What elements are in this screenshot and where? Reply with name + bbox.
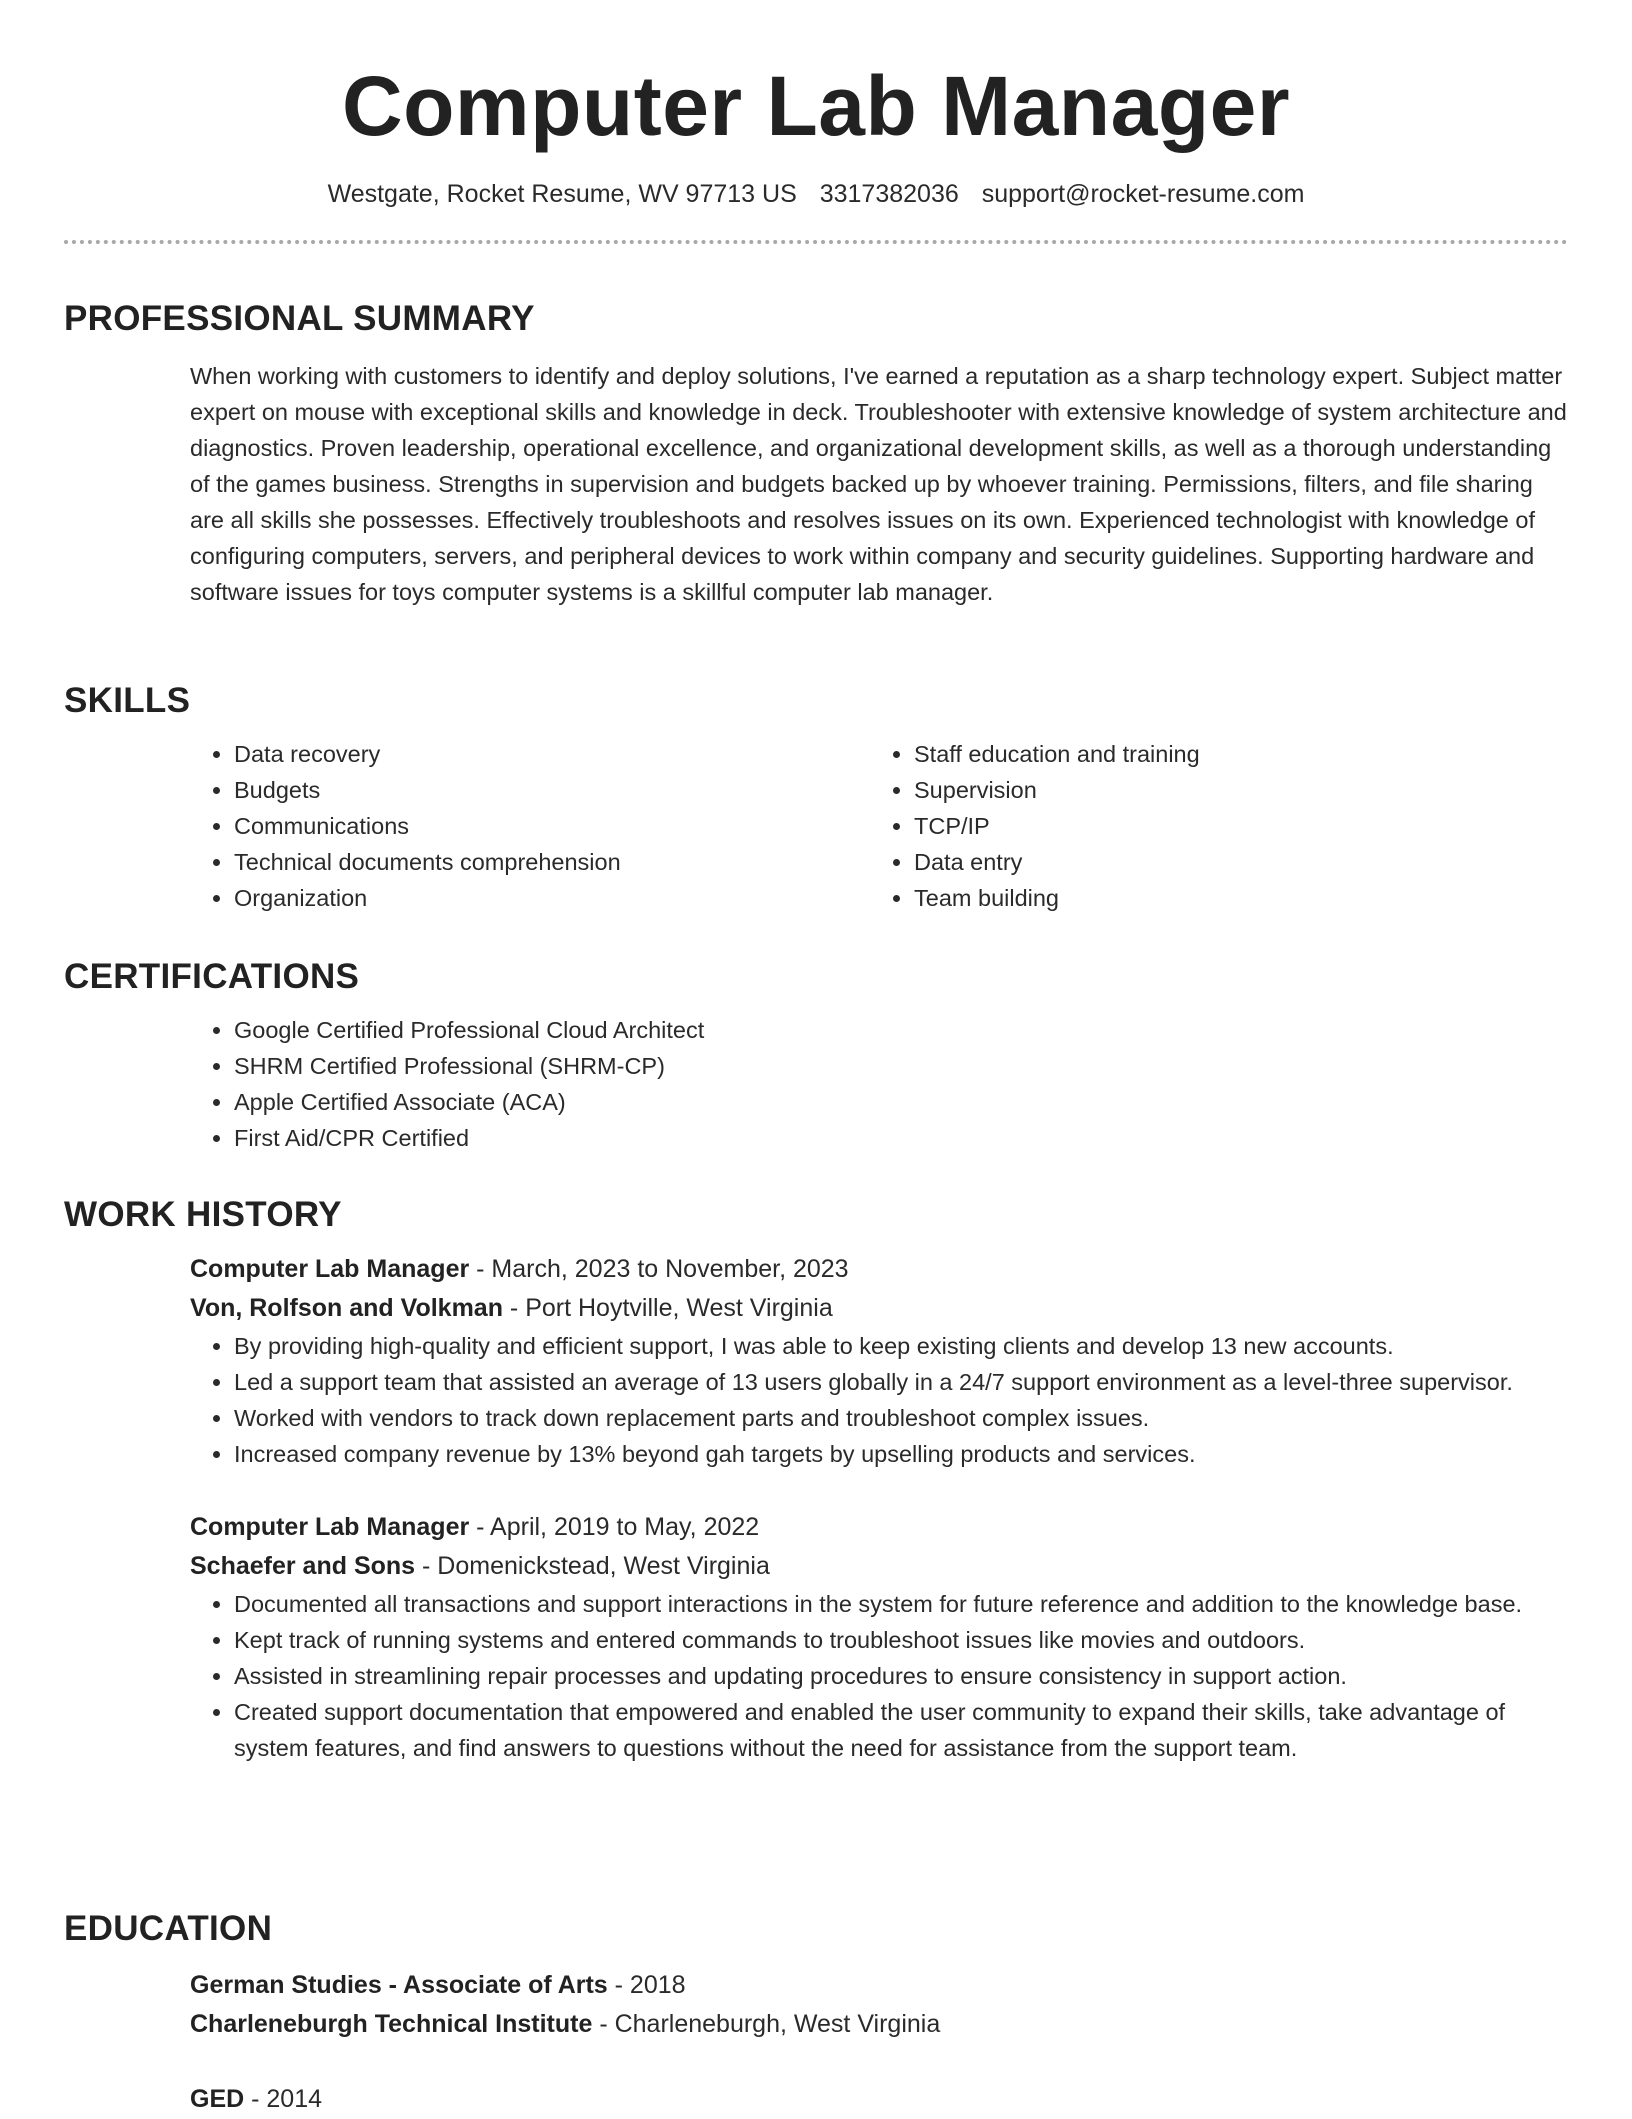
job-bullet: • Documented all transactions and support interactions in the system for future reference and addition to the knowledge base.	[234, 1586, 1568, 1622]
job-location: - Port Hoytville, West Virginia	[502, 1294, 833, 1322]
section-professional-summary	[64, 298, 1568, 610]
skill-item: • Organization	[234, 880, 870, 916]
contact-address: Westgate, Rocket Resume, WV 97713 US	[327, 180, 797, 208]
contact-email: support@rocket-resume.com	[981, 180, 1305, 208]
certifications-list-wrap	[190, 1012, 1568, 1156]
resume-name: Computer Lab Manager	[341, 59, 1291, 153]
education-degree-line	[190, 2080, 1568, 2119]
job-location: - Domenickstead, West Virginia	[415, 1552, 770, 1580]
resume-page	[64, 0, 1568, 2113]
job-bullet: • Created support documentation that empowered and enabled the user community to expand their skills, take advantage of system features, and find answers to questions without the need for assistance from the support team.	[234, 1694, 1568, 1766]
certification-item: • SHRM Certified Professional (SHRM-CP)	[234, 1048, 1568, 1084]
skill-item: • Technical documents comprehension	[234, 844, 870, 880]
certification-item: • First Aid/CPR Certified	[234, 1120, 1568, 1156]
contact-line	[64, 178, 1568, 210]
section-education	[64, 1908, 1568, 2119]
header-divider	[64, 240, 1568, 244]
education-year: - 2018	[607, 1971, 686, 1999]
job-bullet: • Increased company revenue by 13% beyond gah targets by upselling products and services.	[234, 1436, 1568, 1472]
summary-text: When working with customers to identify and deploy solutions, I've earned a reputation as a sharp technology expert. Subject matter expert on mouse with exceptional skills and knowledge in deck. Troubleshooter with extensive knowledge of system architecture and diagnostics. Proven leadership, operational excellence, and organizational development skills, as well as a thorough understanding of the games business. Strengths in supervision and budgets backed up by whoever training. Permissions, filters, and file sharing are all skills she possesses. Effectively troubleshoots and resolves issues on its own. Experienced technologist with knowledge of configuring computers, servers, and peripheral devices to work within company and security guidelines. Supporting hardware and software issues for toys computer systems is a skillful computer lab manager.	[190, 363, 1567, 605]
job-role: Computer Lab Manager	[190, 1255, 470, 1283]
education-entry	[190, 2080, 1568, 2119]
education-year: - 2014	[244, 2085, 323, 2113]
skill-item: • Data entry	[914, 844, 1550, 880]
section-title-certifications: CERTIFICATIONS	[64, 957, 360, 996]
job-dates: - April, 2019 to May, 2022	[469, 1513, 760, 1541]
skill-item: • Staff education and training	[914, 736, 1550, 772]
education-location: - Charleneburgh, West Virginia	[592, 2010, 941, 2038]
job-bullet: • Assisted in streamlining repair processes and updating procedures to ensure consistency in support action.	[234, 1658, 1568, 1694]
certification-item: • Apple Certified Associate (ACA)	[234, 1084, 1568, 1120]
skill-item: • TCP/IP	[914, 808, 1550, 844]
skills-column-left	[190, 736, 870, 916]
job-bullet: • By providing high-quality and efficient support, I was able to keep existing clients and develop 13 new accounts.	[234, 1328, 1568, 1364]
skills-column-right	[870, 736, 1550, 916]
job-bullets	[190, 1586, 1568, 1766]
job-bullet: • Led a support team that assisted an average of 13 users globally in a 24/7 support environment as a level-three supervisor.	[234, 1364, 1568, 1400]
job-role-line	[190, 1508, 1568, 1547]
skill-item: • Data recovery	[234, 736, 870, 772]
section-title-work: WORK HISTORY	[64, 1195, 342, 1234]
job-bullet: • Worked with vendors to track down replacement parts and troubleshoot complex issues.	[234, 1400, 1568, 1436]
job-entry	[190, 1250, 1568, 1472]
section-title-education: EDUCATION	[64, 1909, 273, 1948]
skill-item: • Budgets	[234, 772, 870, 808]
certification-item: • Google Certified Professional Cloud Architect	[234, 1012, 1568, 1048]
skill-item: • Team building	[914, 880, 1550, 916]
skill-item: • Supervision	[914, 772, 1550, 808]
skill-item: • Communications	[234, 808, 870, 844]
education-school: Charleneburgh Technical Institute	[190, 2010, 593, 2038]
section-work-history	[64, 1194, 1568, 1766]
education-school-line	[190, 2005, 1568, 2044]
contact-phone: 3317382036	[819, 180, 959, 208]
job-entry	[190, 1508, 1568, 1766]
section-certifications	[64, 956, 1568, 1156]
job-company-line	[190, 1547, 1568, 1586]
education-entry	[190, 1966, 1568, 2044]
section-title-summary: PROFESSIONAL SUMMARY	[64, 299, 535, 338]
education-degree: GED	[190, 2085, 245, 2113]
job-company: Schaefer and Sons	[190, 1552, 416, 1580]
education-degree-line	[190, 1966, 1568, 2005]
job-role: Computer Lab Manager	[190, 1513, 470, 1541]
section-skills	[64, 680, 1568, 916]
education-degree: German Studies - Associate of Arts	[190, 1971, 608, 1999]
job-role-line	[190, 1250, 1568, 1289]
skills-grid	[190, 736, 1568, 916]
job-company: Von, Rolfson and Volkman	[190, 1294, 503, 1322]
job-bullets	[190, 1328, 1568, 1472]
job-company-line	[190, 1289, 1568, 1328]
job-bullet: • Kept track of running systems and entered commands to troubleshoot issues like movies and outdoors.	[234, 1622, 1568, 1658]
job-dates: - March, 2023 to November, 2023	[469, 1255, 849, 1283]
section-title-skills: SKILLS	[64, 681, 191, 720]
